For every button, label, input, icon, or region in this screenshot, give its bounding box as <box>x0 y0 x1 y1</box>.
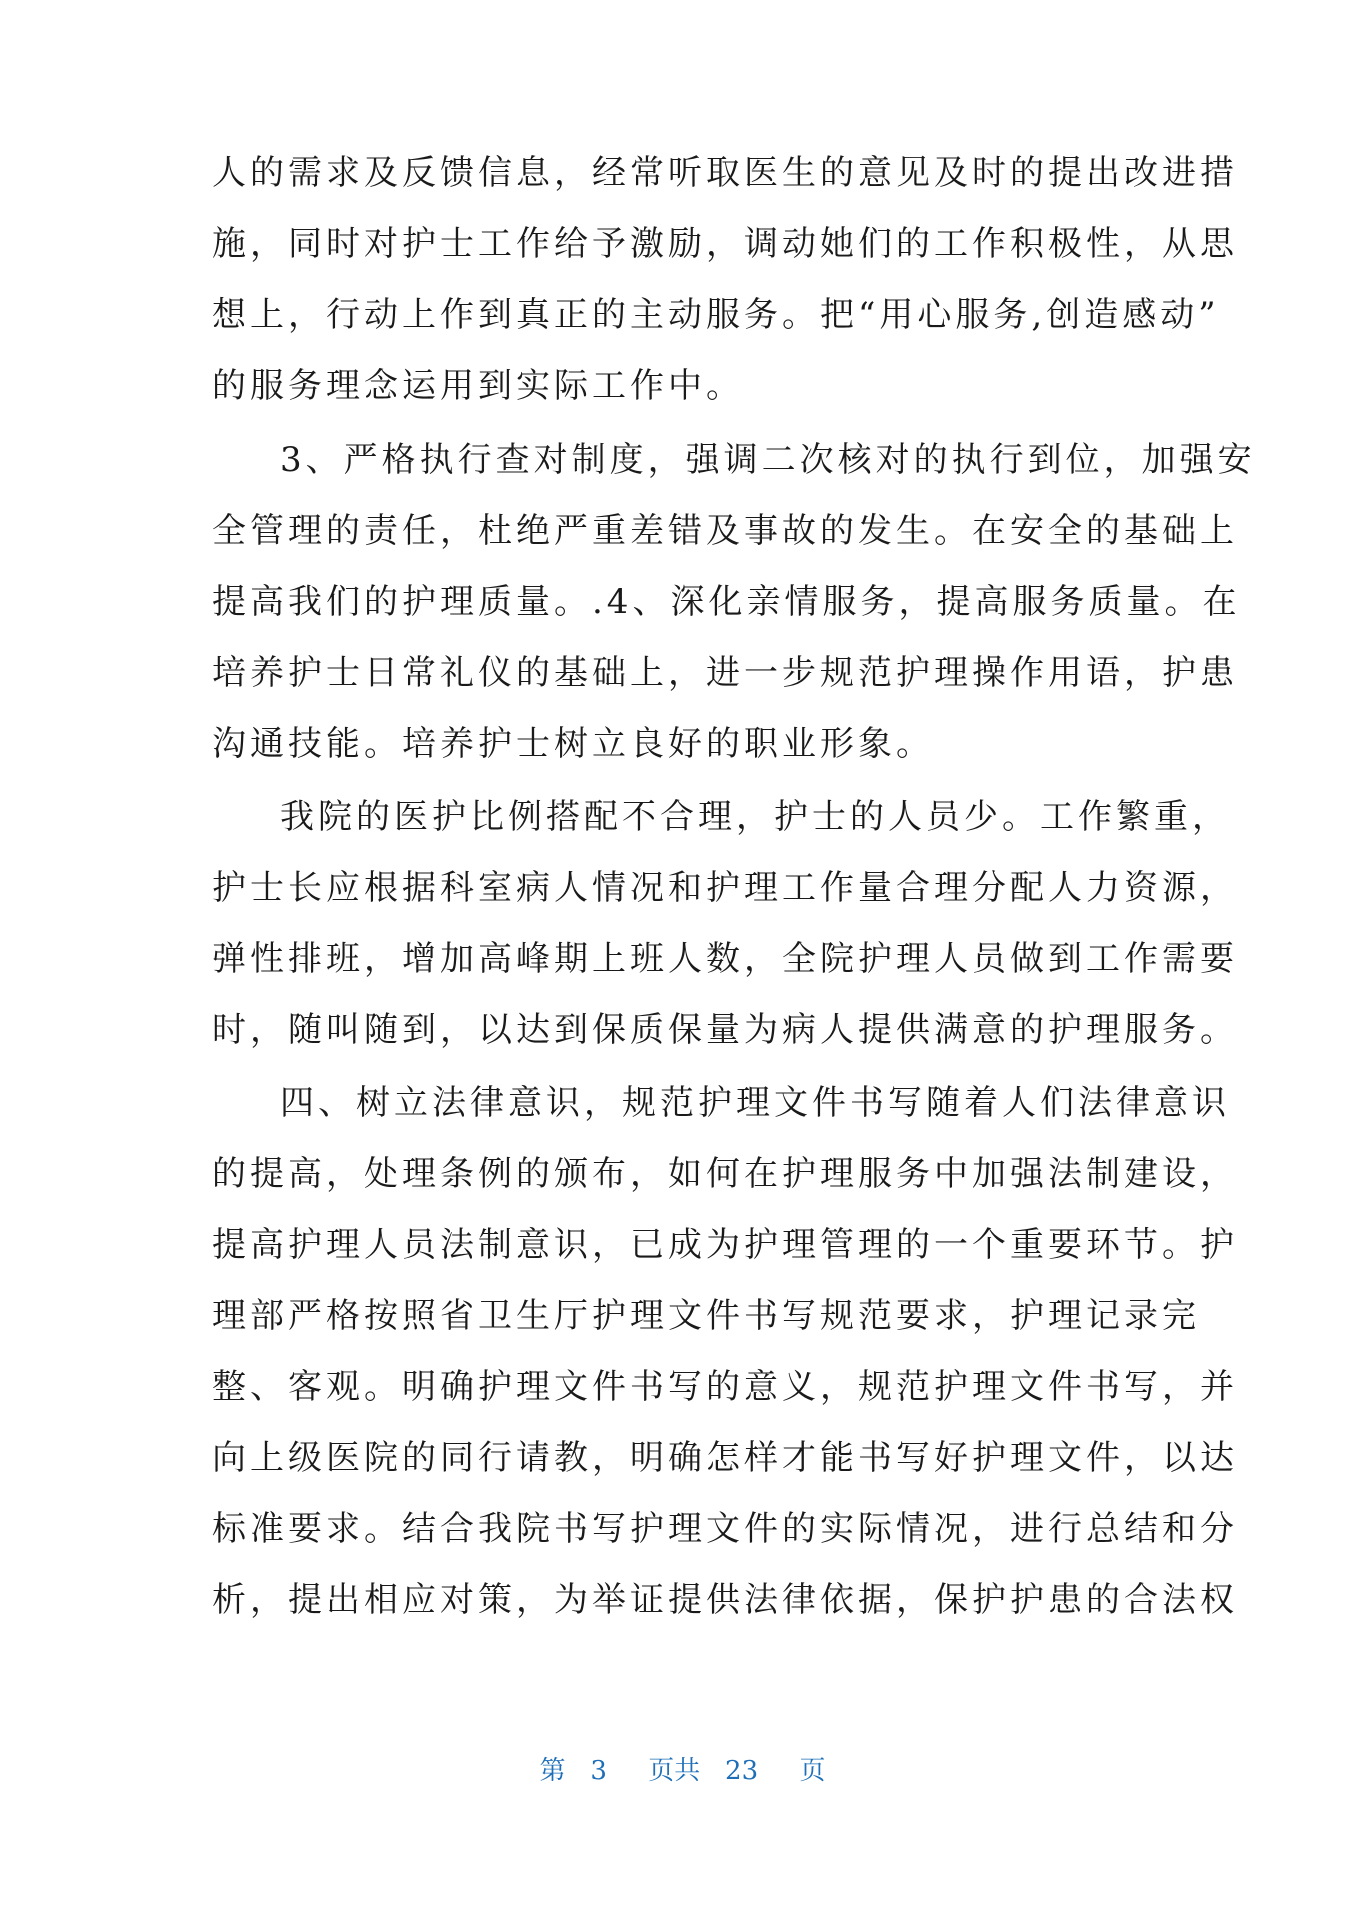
paragraph-2-line-5: 沟通技能。培养护士树立良好的职业形象。 <box>212 724 934 764</box>
paragraph-4-line-7: 标准要求。结合我院书写护理文件的实际情况，进行总结和分 <box>212 1509 1238 1549</box>
footer-suffix: 页 <box>799 1756 826 1786</box>
footer-total-pages: 23 <box>725 1756 759 1786</box>
paragraph-3-line-3: 弹性排班，增加高峰期上班人数，全院护理人员做到工作需要 <box>212 939 1238 979</box>
paragraph-4-line-1: 四、树立法律意识，规范护理文件书写随着人们法律意识 <box>280 1083 1230 1123</box>
page-footer <box>0 1750 1365 1787</box>
paragraph-2-line-1: 3、严格执行查对制度，强调二次核对的执行到位，加强安 <box>280 440 1256 480</box>
paragraph-1-line-3: 想上，行动上作到真正的主动服务。把“用心服务,创造感动” <box>212 295 1220 335</box>
paragraph-3-line-2: 护士长应根据科室病人情况和护理工作量合理分配人力资源， <box>212 868 1238 908</box>
paragraph-2-line-3: 提高我们的护理质量。.4、深化亲情服务，提高服务质量。在 <box>212 582 1241 622</box>
paragraph-4-line-6: 向上级医院的同行请教，明确怎样才能书写好护理文件，以达 <box>212 1438 1238 1478</box>
paragraph-3-line-1: 我院的医护比例搭配不合理，护士的人员少。工作繁重， <box>280 797 1230 837</box>
paragraph-2-line-2: 全管理的责任，杜绝严重差错及事故的发生。在安全的基础上 <box>212 511 1238 551</box>
footer-prefix: 第 <box>539 1756 566 1786</box>
footer-current-page: 3 <box>590 1756 607 1786</box>
paragraph-1-line-1: 人的需求及反馈信息，经常听取医生的意见及时的提出改进措 <box>212 153 1238 193</box>
paragraph-3-line-4: 时，随叫随到，以达到保质保量为病人提供满意的护理服务。 <box>212 1010 1238 1050</box>
paragraph-4-line-5: 整、客观。明确护理文件书写的意义，规范护理文件书写，并 <box>212 1367 1238 1407</box>
paragraph-1-line-2: 施，同时对护士工作给予激励，调动她们的工作积极性，从思 <box>212 224 1238 264</box>
paragraph-4-line-2: 的提高，处理条例的颁布，如何在护理服务中加强法制建设， <box>212 1154 1238 1194</box>
paragraph-4-line-4: 理部严格按照省卫生厅护理文件书写规范要求，护理记录完 <box>212 1296 1200 1336</box>
paragraph-2-line-4: 培养护士日常礼仪的基础上，进一步规范护理操作用语，护患 <box>212 653 1238 693</box>
paragraph-4-line-3: 提高护理人员法制意识，已成为护理管理的一个重要环节。护 <box>212 1225 1238 1265</box>
paragraph-1-line-4: 的服务理念运用到实际工作中。 <box>212 366 744 406</box>
footer-middle: 页共 <box>648 1756 701 1786</box>
paragraph-4-line-8: 析，提出相应对策，为举证提供法律依据，保护护患的合法权 <box>212 1580 1238 1620</box>
